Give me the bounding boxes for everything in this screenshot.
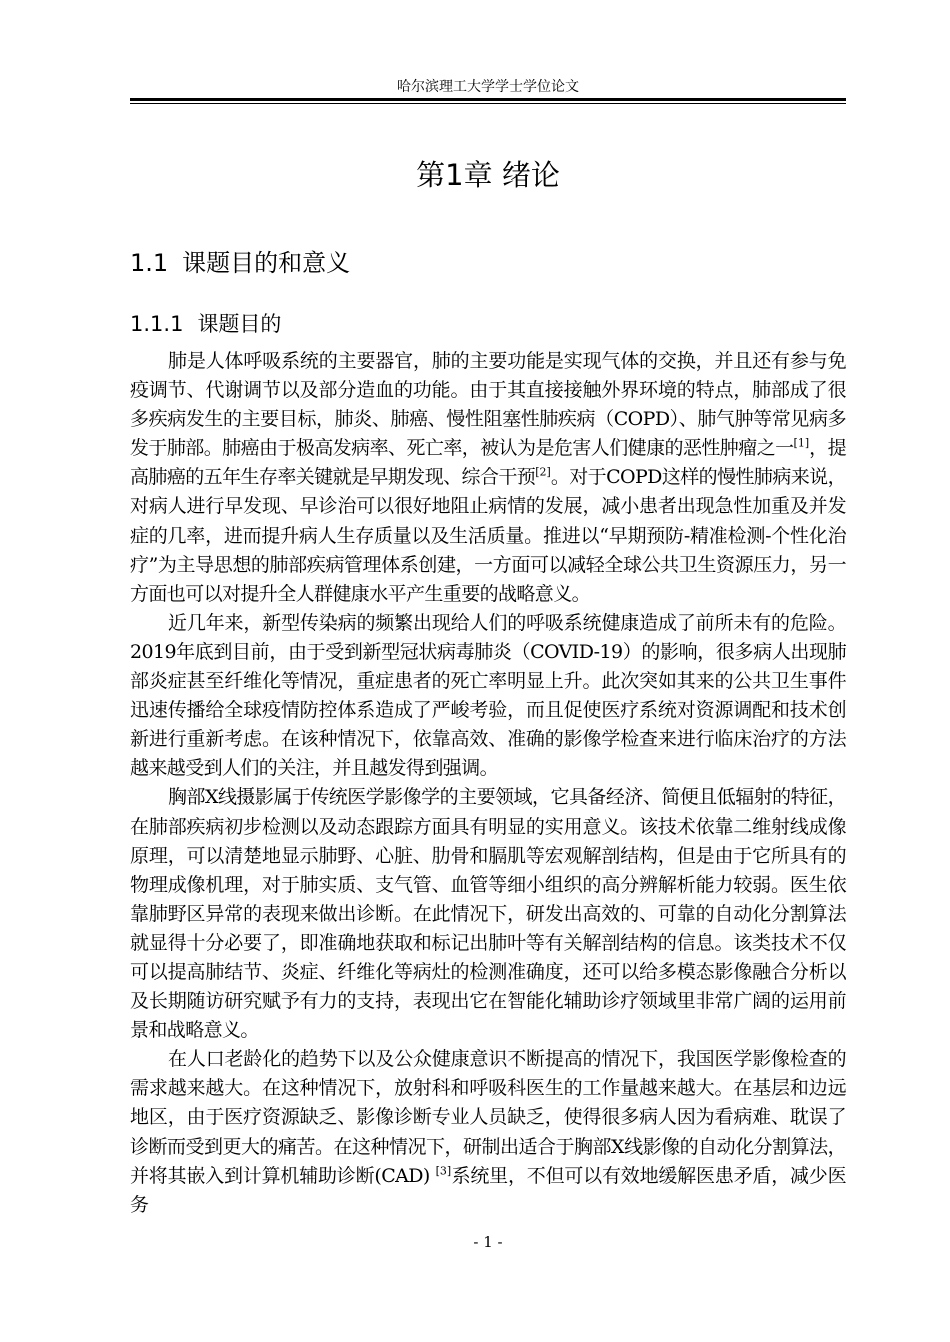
paragraph: 胸部X线摄影属于传统医学影像学的主要领域，它具备经济、简便且低辐射的特征，在肺部疾病初步检测以及动态跟踪方面具有明显的实用意义。该技术依靠二维射线成像原理，可以清楚地显示肺野、心脏、肋骨和膈肌等宏观解剖结构，但是由于它所具有的物理成像机理，对于肺实质、支气管、血管等细小组织的高分辨解析能力较弱。医生依靠肺野区异常的表现来做出诊断。在此情况下，研发出高效的、可靠的自动化分割算法就显得十分必要了，即准确地获取和标记出肺叶等有关解剖结构的信息。该类技术不仅可以提高肺结节、炎症、纤维化等病灶的检测准确度，还可以给多模态影像融合分析以及长期随访研究赋予有力的支持，表现出它在智能化辅助诊疗领域里非常广阔的运用前景和战略意义。 xyxy=(130,786,846,1042)
section-number: 1.1 xyxy=(130,249,169,277)
citation-3[interactable]: [3] xyxy=(435,1164,452,1178)
paragraph-text: 肺是人体呼吸系统的主要器官，肺的主要功能是实现气体的交换，并且还有参与免疫调节、代谢调节以及部分造血的功能。由于其直接接触外界环境的特点，肺部成了很多疾病发生的主要目标，肺炎、肺癌、慢性阻塞性肺疾病（COPD）、肺气肿等常见病多发于肺部。肺癌由于极高发病率、死亡率，被认为是危害人们健康的恶性肿瘤之一 xyxy=(130,350,846,460)
paragraph-text: 系统里，不但可以有效地缓解医患矛盾，减少医务 xyxy=(130,1164,846,1216)
paragraph-text: 在人口老龄化的趋势下以及公众健康意识不断提高的情况下，我国医学影像检查的需求越来越大。在这种情况下，放射科和呼吸科医生的工作量越来越大。在基层和边远地区，由于医疗资源缺乏、影像诊断专业人员缺乏，使得很多病人因为看病难、耽误了诊断而受到更大的痛苦。在这种情况下，研制出适合于胸部X线影像的自动化分割算法，并将其嵌入到计算机辅助诊断(CAD) xyxy=(130,1048,846,1187)
paragraph xyxy=(130,347,846,609)
citation-1[interactable]: [1] xyxy=(793,436,810,450)
body-text xyxy=(130,347,846,1220)
chapter-title: 第1章 绪论 xyxy=(416,158,560,192)
paragraph-text: 。对于COPD这样的慢性肺病来说，对病人进行早发现、早诊治可以很好地阻止病情的发展，减小患者出现急性加重及并发症的几率，进而提升病人生存质量以及生活质量。推进以“早期预防-精准检测-个性化治疗”为主导思想的肺部疾病管理体系创建，一方面可以减轻全球公共卫生资源压力，另一方面也可以对提升全人群健康水平产生重要的战略意义。 xyxy=(130,466,846,605)
section-heading xyxy=(130,246,350,280)
section-title: 课题目的和意义 xyxy=(182,249,351,277)
subsection-number: 1.1.1 xyxy=(130,312,184,336)
subsection-heading xyxy=(130,309,281,339)
page-number: - 1 - xyxy=(473,1233,503,1251)
header-rule-thin xyxy=(130,103,846,104)
paragraph-text: ，提高肺癌的五年生存率关键就是早期发现、综合干预 xyxy=(130,437,846,489)
paragraph: 近几年来，新型传染病的频繁出现给人们的呼吸系统健康造成了前所未有的危险。2019年底到目前，由于受到新型冠状病毒肺炎（COVID-19）的影响，很多病人出现肺部炎症甚至纤维化等情况，重症患者的死亡率明显上升。此次突如其来的公共卫生事件迅速传播给全球疫情防控体系造成了严峻考验，而且促使医疗系统对资源调配和技术创新进行重新考虑。在该种情况下，依靠高效、准确的影像学检查来进行临床治疗的方法越来越受到人们的关注，并且越发得到强调。 xyxy=(130,611,846,780)
paragraph xyxy=(130,1045,846,1220)
running-header: 哈尔滨理工大学学士学位论文 xyxy=(397,79,579,95)
subsection-title: 课题目的 xyxy=(197,312,282,336)
header-rule xyxy=(130,98,846,101)
citation-2[interactable]: [2] xyxy=(535,466,551,480)
